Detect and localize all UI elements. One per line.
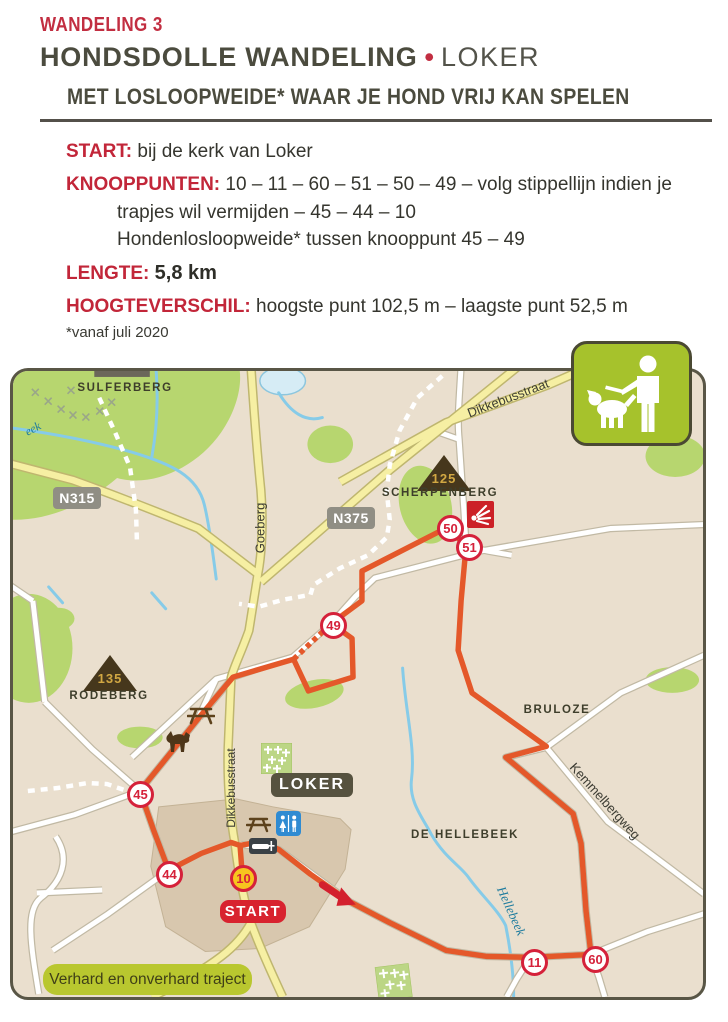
- hoogteverschil-text: hoogste punt 102,5 m – laagste punt 52,5 m: [256, 296, 628, 317]
- walk-number-kicker: WANDELING 3: [40, 14, 163, 36]
- dog-icon: [163, 729, 193, 760]
- page-title: [40, 42, 540, 73]
- road-badge-n315: N315: [53, 487, 101, 509]
- street-label-goeberg: Goeberg: [252, 502, 268, 554]
- route-node-44: 44: [156, 861, 183, 888]
- cemetery-icon-south: [375, 963, 413, 1000]
- toilets-icon: [276, 811, 301, 841]
- start-label: START:: [66, 141, 133, 162]
- knooppunten-line2: trapjes wil vermijden – 45 – 44 – 10: [117, 202, 416, 223]
- dog-walking-badge: [571, 341, 692, 446]
- title-location: LOKER: [440, 42, 540, 72]
- area-label-bruloze: BRULOZE: [523, 704, 591, 716]
- bus-stop-icon: [249, 838, 277, 859]
- route-node-10-start: 10: [230, 865, 257, 892]
- hoogteverschil-line: [66, 296, 628, 318]
- dog-walker-icon: [582, 352, 682, 436]
- viewpoint-icon: [467, 501, 494, 533]
- picnic-table-icon: [187, 705, 215, 730]
- knooppunten-text1: 10 – 11 – 60 – 51 – 50 – 49 – volg stippellijn indien je: [225, 174, 672, 195]
- header-divider: [40, 119, 712, 122]
- area-label-rodeberg: RODEBERG: [69, 690, 149, 702]
- road-badge-n375: N375: [327, 507, 375, 529]
- route-node-45: 45: [127, 781, 154, 808]
- hill-elevation-rodeberg: 135: [97, 671, 123, 686]
- hoogteverschil-label: HOOGTEVERSCHIL:: [66, 296, 251, 317]
- page-subtitle: MET LOSLOOPWEIDE* WAAR JE HOND VRIJ KAN SPELEN: [67, 84, 630, 109]
- village-badge-loker: LOKER: [271, 773, 353, 797]
- route-node-11: 11: [521, 949, 548, 976]
- picnic-table-icon-village: [246, 815, 271, 838]
- knooppunten-line1: [66, 174, 672, 196]
- street-label-dikkebusstraat-village: Dikkebusstraat: [224, 748, 238, 828]
- lengte-line: [66, 262, 217, 285]
- route-map: [10, 368, 706, 1000]
- route-node-49: 49: [320, 612, 347, 639]
- route-node-60: 60: [582, 946, 609, 973]
- start-line: [66, 141, 313, 163]
- lengte-label: LENGTE:: [66, 263, 150, 284]
- legend-verhard-onverhard: Verhard en onverhard traject: [43, 964, 252, 995]
- footnote: *vanaf juli 2020: [66, 324, 169, 341]
- stream-label-hellebeek: Hellebeek: [494, 884, 529, 938]
- area-label-sulferberg: SULFERBERG: [77, 382, 173, 394]
- stream-label-partial-beek: eek: [22, 418, 44, 439]
- route-node-51: 51: [456, 534, 483, 561]
- title-bullet-icon: •: [424, 42, 434, 72]
- street-label-dikkebusstraat-top: Dikkebusstraat: [465, 375, 551, 421]
- route-direction-arrow-icon: [316, 879, 360, 916]
- area-label-scherpenberg: SCHERPENBERG: [381, 487, 499, 499]
- knooppunten-line3: Hondenlosloopweide* tussen knooppunt 45 – 49: [117, 229, 525, 250]
- lengte-value: 5,8 km: [154, 262, 217, 284]
- hill-elevation-scherpenberg: 125: [431, 471, 457, 486]
- title-main: HONDSDOLLE WANDELING: [40, 42, 418, 72]
- street-label-kemmelbergweg: Kemmelbergweg: [566, 759, 644, 843]
- route-node-50: 50: [437, 515, 464, 542]
- area-label-de-hellebeek: DE HELLEBEEK: [410, 829, 520, 841]
- start-text: bij de kerk van Loker: [137, 141, 313, 162]
- start-badge: START: [220, 900, 286, 923]
- knooppunten-label: KNOOPPUNTEN:: [66, 174, 221, 195]
